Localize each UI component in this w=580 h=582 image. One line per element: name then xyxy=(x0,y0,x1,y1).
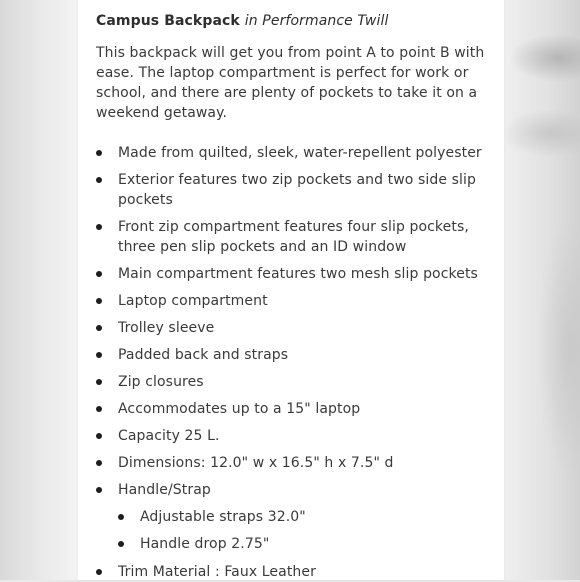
feature-item: Handle/Strap xyxy=(96,480,488,500)
handle-strap-detail-item: Adjustable straps 32.0" xyxy=(118,507,488,527)
trim-material-item: Trim Material : Faux Leather xyxy=(96,562,488,582)
product-name: Campus Backpack xyxy=(96,13,240,29)
handle-strap-detail-item: Handle drop 2.75" xyxy=(118,534,488,554)
feature-item: Trolley sleeve xyxy=(96,318,488,338)
background-right xyxy=(504,0,580,580)
product-intro: This backpack will get you from point A to point B with ease. The laptop compartment is perfect for work or school, and there are plenty of pockets to take it on a weekend getaway. xyxy=(96,45,485,121)
feature-item: Padded back and straps xyxy=(96,345,488,365)
product-title xyxy=(96,13,388,29)
feature-item: Zip closures xyxy=(96,372,488,392)
feature-item: Dimensions: 12.0" w x 16.5" h x 7.5" d xyxy=(96,453,488,473)
feature-item: Front zip compartment features four slip pockets, three pen slip pockets and an ID window xyxy=(96,217,488,257)
feature-item: Exterior features two zip pockets and two side slip pockets xyxy=(96,170,488,210)
feature-item: Main compartment features two mesh slip pockets xyxy=(96,264,488,284)
feature-item: Made from quilted, sleek, water-repellent polyester xyxy=(96,143,488,163)
feature-item: Capacity 25 L. xyxy=(96,426,488,446)
feature-item: Accommodates up to a 15" laptop xyxy=(96,399,488,419)
feature-item: Laptop compartment xyxy=(96,291,488,311)
product-material-line: in Performance Twill xyxy=(244,13,389,29)
background-left xyxy=(0,0,78,580)
